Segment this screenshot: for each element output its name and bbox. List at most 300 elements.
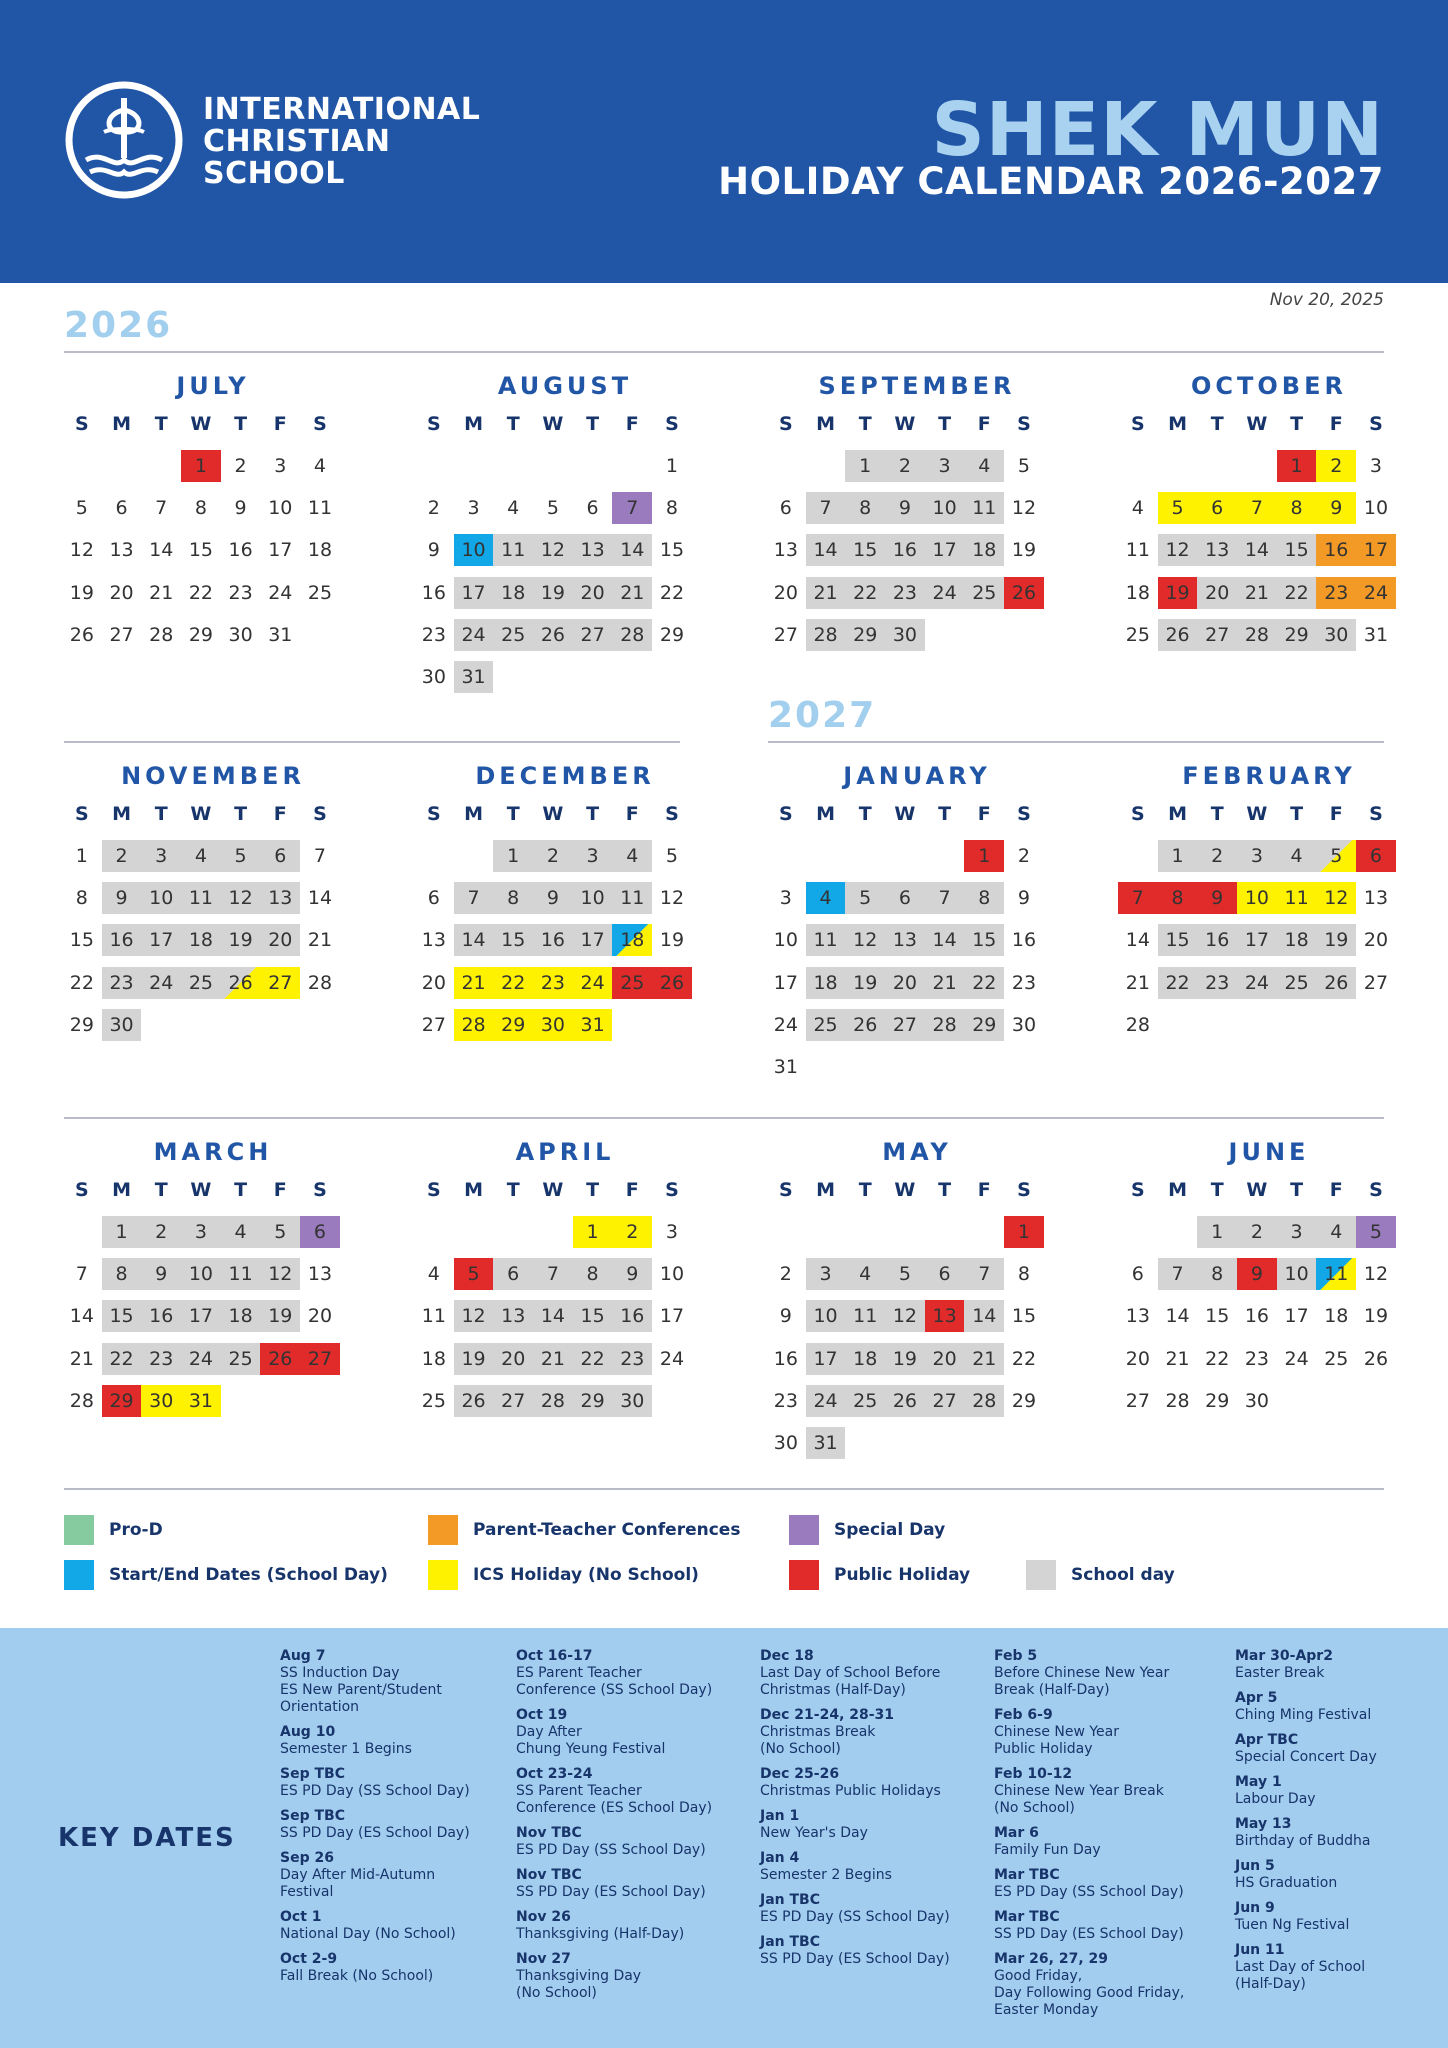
week-row	[1118, 877, 1430, 919]
day-cell: 15	[1277, 534, 1317, 566]
day-cell: 28	[1165, 1389, 1190, 1412]
day-cell: 19	[1316, 924, 1356, 956]
day-cell: 14	[307, 887, 333, 910]
key-date-entry	[280, 1850, 505, 1901]
day-cell: 16	[1011, 929, 1037, 952]
day-cell: 17	[573, 924, 613, 956]
weekday-label: T	[1290, 1179, 1304, 1201]
day-cell: 29	[659, 623, 685, 646]
day-cell: 13	[1363, 887, 1389, 910]
month-title: AUGUST	[497, 372, 633, 400]
month-october	[1118, 369, 1430, 656]
key-date-entry	[280, 1909, 505, 1943]
key-dates-column	[280, 1648, 505, 1993]
weekday-label: S	[1017, 803, 1031, 825]
day-cell: 27	[773, 623, 798, 646]
key-date-entry	[1235, 1690, 1448, 1724]
day-cell: 15	[102, 1300, 142, 1332]
day-cell: 16	[1244, 1305, 1269, 1328]
empty-day	[845, 1051, 885, 1083]
week-row	[766, 445, 1078, 487]
day-cell: 21	[806, 577, 846, 609]
day-cell: 25	[221, 1343, 261, 1375]
legend-label: Special Day	[834, 1520, 946, 1540]
day-cell: 2	[1017, 845, 1031, 868]
empty-day	[964, 1216, 1004, 1248]
day-cell: 20	[109, 581, 134, 604]
day-cell: 2	[102, 840, 142, 872]
weekday-label: S	[1017, 1179, 1031, 1201]
key-date: Mar TBC	[994, 1867, 1060, 1883]
day-cell: 19	[1158, 577, 1198, 609]
key-date-description: Last Day of School	[1235, 1959, 1366, 1975]
day-cell: 15	[1158, 924, 1198, 956]
key-date: Jan 1	[760, 1808, 800, 1824]
week-row	[1118, 1211, 1430, 1253]
weekday-label: S	[1369, 413, 1383, 435]
weekday-label: F	[625, 1179, 639, 1201]
key-date-entry	[280, 1648, 505, 1716]
day-cell: 18	[307, 539, 333, 562]
key-dates-panel	[0, 1628, 1448, 2048]
day-cell: 17	[1284, 1305, 1309, 1328]
day-cell: 19	[260, 1300, 300, 1332]
day-cell: 2	[533, 840, 573, 872]
week-row	[766, 919, 1078, 961]
week-row	[1118, 1004, 1430, 1046]
day-cell: 31	[773, 1056, 798, 1079]
day-cell: 26	[221, 967, 261, 999]
month-title: APRIL	[515, 1138, 615, 1166]
day-cell: 19	[1363, 1305, 1389, 1328]
day-cell: 5	[845, 882, 885, 914]
empty-day	[62, 1216, 102, 1248]
week-row	[62, 962, 374, 1004]
week-row	[62, 1211, 374, 1253]
day-cell: 3	[181, 1216, 221, 1248]
empty-day	[1004, 1427, 1044, 1459]
weekday-header	[1118, 403, 1430, 445]
weekday-label: T	[234, 413, 248, 435]
key-date: Oct 16-17	[516, 1648, 593, 1664]
day-cell: 5	[546, 497, 559, 520]
empty-day	[1277, 1009, 1317, 1041]
day-cell: 14	[612, 534, 652, 566]
empty-day	[845, 1216, 885, 1248]
weekday-label: W	[1246, 1179, 1268, 1201]
key-date: Feb 6-9	[994, 1707, 1053, 1723]
key-date: Apr TBC	[1235, 1732, 1299, 1748]
day-cell: 6	[1131, 1263, 1144, 1286]
day-cell: 3	[779, 887, 792, 910]
weekday-label: S	[665, 413, 679, 435]
empty-day	[493, 661, 533, 693]
day-cell: 9	[533, 882, 573, 914]
day-cell: 24	[659, 1347, 685, 1370]
week-row	[1118, 487, 1430, 529]
weekday-label: S	[1131, 413, 1145, 435]
day-cell: 9	[234, 497, 247, 520]
empty-day	[1118, 1216, 1158, 1248]
weekday-label: S	[427, 803, 441, 825]
day-cell: 12	[69, 539, 94, 562]
key-date-entry	[1235, 1774, 1448, 1808]
key-date-entry	[1235, 1900, 1448, 1934]
day-cell: 12	[1158, 534, 1198, 566]
day-cell: 9	[885, 492, 925, 524]
month-april	[414, 1135, 726, 1422]
week-row	[62, 835, 374, 877]
empty-day	[1277, 1385, 1317, 1417]
day-cell: 28	[307, 971, 333, 994]
week-row	[766, 1338, 1078, 1380]
weekday-header	[414, 403, 726, 445]
day-cell: 17	[268, 539, 293, 562]
weekday-label: M	[1168, 413, 1187, 435]
day-cell: 13	[1197, 534, 1237, 566]
day-cell: 2	[885, 450, 925, 482]
month-august	[414, 369, 726, 698]
day-cell: 10	[268, 497, 293, 520]
empty-day	[1237, 450, 1277, 482]
week-row	[62, 877, 374, 919]
empty-day	[533, 450, 573, 482]
day-cell: 9	[427, 539, 440, 562]
day-cell: 1	[1197, 1216, 1237, 1248]
day-cell: 23	[885, 577, 925, 609]
month-title: OCTOBER	[1191, 372, 1347, 400]
key-dates-column	[760, 1648, 985, 1976]
week-row	[414, 1211, 726, 1253]
day-cell: 23	[1011, 971, 1037, 994]
empty-day	[1158, 450, 1198, 482]
day-cell: 1	[75, 845, 88, 868]
empty-day	[766, 840, 806, 872]
day-cell: 27	[885, 1009, 925, 1041]
day-cell: 16	[421, 581, 446, 604]
key-date-description: HS Graduation	[1235, 1875, 1338, 1891]
week-row	[414, 1295, 726, 1337]
weekday-label: S	[75, 413, 89, 435]
legend-swatch	[428, 1515, 458, 1545]
day-cell: 31	[181, 1385, 221, 1417]
key-date-description: Semester 2 Begins	[760, 1867, 892, 1883]
day-cell: 15	[188, 539, 213, 562]
day-cell: 28	[612, 619, 652, 651]
day-cell: 12	[221, 882, 261, 914]
key-date-description: Festival	[280, 1884, 334, 1900]
weekday-label: T	[858, 413, 872, 435]
day-cell: 14	[454, 924, 494, 956]
day-cell: 28	[149, 623, 174, 646]
weekday-label: T	[506, 1179, 520, 1201]
key-date-description: Family Fun Day	[994, 1842, 1101, 1858]
day-cell: 23	[1197, 967, 1237, 999]
weekday-label: T	[154, 1179, 168, 1201]
day-cell: 2	[141, 1216, 181, 1248]
weekday-header	[62, 1169, 374, 1211]
key-date-description: Orientation	[280, 1699, 360, 1715]
key-date-entry	[280, 1808, 505, 1842]
day-cell: 18	[221, 1300, 261, 1332]
day-cell: 12	[659, 887, 685, 910]
key-date-description: Birthday of Buddha	[1235, 1833, 1371, 1849]
week-row	[766, 529, 1078, 571]
legend-label: Start/End Dates (School Day)	[109, 1565, 388, 1585]
empty-day	[652, 1009, 692, 1041]
empty-day	[925, 1216, 965, 1248]
day-cell: 1	[1158, 840, 1198, 872]
day-cell: 26	[845, 1009, 885, 1041]
month-title: FEBRUARY	[1182, 762, 1356, 790]
day-cell: 19	[454, 1343, 494, 1375]
month-december	[414, 759, 726, 1046]
key-date-description: Thanksgiving (Half-Day)	[516, 1926, 685, 1942]
day-cell: 16	[612, 1300, 652, 1332]
empty-day	[1316, 1009, 1356, 1041]
weekday-label: S	[1131, 1179, 1145, 1201]
key-date: Sep TBC	[280, 1808, 345, 1824]
day-cell: 9	[1197, 882, 1237, 914]
calendar-title: HOLIDAY CALENDAR 2026-2027	[718, 160, 1384, 203]
day-cell: 27	[1125, 1389, 1150, 1412]
day-cell: 19	[1011, 539, 1037, 562]
day-cell: 5	[1017, 455, 1031, 478]
week-row	[62, 1338, 374, 1380]
empty-day	[414, 450, 454, 482]
day-cell: 11	[221, 1258, 261, 1290]
empty-day	[806, 1051, 846, 1083]
legend-swatch	[64, 1515, 94, 1545]
key-date: Nov 26	[516, 1909, 571, 1925]
day-cell: 10	[141, 882, 181, 914]
day-cell: 27	[421, 1013, 446, 1036]
month-july	[62, 369, 374, 656]
day-cell: 18	[806, 967, 846, 999]
day-cell: 1	[1004, 1216, 1044, 1248]
key-date: Sep 26	[280, 1850, 334, 1866]
day-cell: 13	[925, 1300, 965, 1332]
key-dates-title: KEY DATES	[58, 1823, 236, 1853]
day-cell: 3	[467, 497, 480, 520]
day-cell: 17	[1237, 924, 1277, 956]
weekday-label: T	[1210, 413, 1224, 435]
day-cell: 17	[141, 924, 181, 956]
key-date-description: Conference (ES School Day)	[516, 1800, 713, 1816]
key-date-description: Christmas Break	[760, 1724, 876, 1740]
day-cell: 15	[493, 924, 533, 956]
day-cell: 28	[1125, 1013, 1150, 1036]
key-date-description: Break (Half-Day)	[994, 1682, 1110, 1698]
key-date-entry	[994, 1766, 1219, 1817]
key-date-entry	[994, 1867, 1219, 1901]
key-date-description: Christmas (Half-Day)	[760, 1682, 906, 1698]
empty-day	[925, 619, 965, 651]
key-date-description: ES PD Day (SS School Day)	[994, 1884, 1184, 1900]
day-cell: 24	[454, 619, 494, 651]
day-cell: 17	[806, 1343, 846, 1375]
empty-day	[260, 1385, 300, 1417]
day-cell: 18	[1125, 581, 1150, 604]
legend-item-ptc	[428, 1515, 740, 1545]
empty-day	[612, 450, 652, 482]
empty-day	[1004, 1051, 1044, 1083]
weekday-label: S	[313, 803, 327, 825]
day-cell: 15	[1205, 1305, 1230, 1328]
weekday-label: M	[112, 803, 131, 825]
week-row	[62, 919, 374, 961]
weekday-label: T	[1210, 1179, 1224, 1201]
weekday-label: T	[858, 803, 872, 825]
day-cell: 30	[533, 1009, 573, 1041]
weekday-label: T	[506, 413, 520, 435]
day-cell: 28	[964, 1385, 1004, 1417]
day-cell: 25	[493, 619, 533, 651]
weekday-label: T	[234, 1179, 248, 1201]
empty-day	[300, 1009, 340, 1041]
key-date-entry	[994, 1648, 1219, 1699]
weekday-label: F	[1329, 1179, 1343, 1201]
empty-day	[1118, 450, 1158, 482]
day-cell: 4	[1131, 497, 1144, 520]
day-cell: 16	[885, 534, 925, 566]
day-cell: 2	[779, 1263, 792, 1286]
day-cell: 5	[454, 1258, 494, 1290]
key-date-description: (Half-Day)	[1235, 1976, 1306, 1992]
day-cell: 8	[845, 492, 885, 524]
day-cell: 20	[773, 581, 798, 604]
day-cell: 7	[1237, 492, 1277, 524]
day-cell: 28	[454, 1009, 494, 1041]
day-cell: 29	[573, 1385, 613, 1417]
day-cell: 11	[181, 882, 221, 914]
empty-day	[612, 1009, 652, 1041]
divider	[64, 351, 1384, 353]
day-cell: 23	[773, 1389, 798, 1412]
empty-day	[845, 1427, 885, 1459]
day-cell: 7	[1158, 1258, 1198, 1290]
day-cell: 19	[845, 967, 885, 999]
day-cell: 2	[234, 455, 247, 478]
day-cell: 23	[102, 967, 142, 999]
day-cell: 28	[533, 1385, 573, 1417]
key-date-description: Easter Monday	[994, 2002, 1099, 2018]
day-cell: 6	[925, 1258, 965, 1290]
key-date-description: Christmas Public Holidays	[760, 1783, 941, 1799]
legend-label: Public Holiday	[834, 1565, 971, 1585]
weekday-label: M	[112, 413, 131, 435]
empty-day	[102, 450, 142, 482]
key-date: Jun 5	[1235, 1858, 1275, 1874]
day-cell: 21	[454, 967, 494, 999]
day-cell: 21	[1165, 1347, 1190, 1370]
day-cell: 12	[845, 924, 885, 956]
day-cell: 26	[533, 619, 573, 651]
day-cell: 10	[925, 492, 965, 524]
day-cell: 1	[845, 450, 885, 482]
day-cell: 14	[69, 1305, 94, 1328]
day-cell: 30	[1244, 1389, 1269, 1412]
day-cell: 5	[1158, 492, 1198, 524]
key-date: Jan 4	[760, 1850, 800, 1866]
key-date: Feb 10-12	[994, 1766, 1073, 1782]
key-date: Dec 25-26	[760, 1766, 840, 1782]
key-date-entry	[994, 1951, 1219, 2019]
key-date: Jan TBC	[760, 1892, 820, 1908]
school-name	[203, 94, 480, 190]
day-cell: 25	[1125, 623, 1150, 646]
day-cell: 24	[806, 1385, 846, 1417]
header-banner	[0, 0, 1448, 283]
day-cell: 8	[75, 887, 88, 910]
empty-day	[925, 1427, 965, 1459]
week-row	[414, 877, 726, 919]
day-cell: 25	[1324, 1347, 1349, 1370]
weekday-header	[62, 403, 374, 445]
day-cell: 24	[773, 1013, 798, 1036]
empty-day	[1158, 1216, 1198, 1248]
key-date-description: (No School)	[516, 1985, 597, 2001]
empty-day	[964, 1427, 1004, 1459]
day-cell: 31	[806, 1427, 846, 1459]
campus-name: SHEK MUN	[931, 87, 1384, 173]
day-cell: 13	[885, 924, 925, 956]
empty-day	[964, 1051, 1004, 1083]
weekday-label: M	[464, 1179, 483, 1201]
key-date-description: ES PD Day (SS School Day)	[760, 1909, 950, 1925]
day-cell: 3	[1237, 840, 1277, 872]
day-cell: 5	[260, 1216, 300, 1248]
key-date-description: Last Day of School Before	[760, 1665, 941, 1681]
week-row	[414, 572, 726, 614]
key-date-entry	[516, 1867, 741, 1901]
day-cell: 17	[925, 534, 965, 566]
empty-day	[612, 661, 652, 693]
key-date-description: Tuen Ng Festival	[1235, 1917, 1350, 1933]
key-date-entry	[994, 1909, 1219, 1943]
empty-day	[1197, 450, 1237, 482]
key-date-entry	[1235, 1732, 1448, 1766]
day-cell: 27	[493, 1385, 533, 1417]
divider	[64, 1488, 1384, 1490]
weekday-label: F	[977, 413, 991, 435]
week-row	[414, 487, 726, 529]
key-date: Feb 5	[994, 1648, 1038, 1664]
key-date: Aug 10	[280, 1724, 336, 1740]
day-cell: 11	[1125, 539, 1150, 562]
day-cell: 2	[612, 1216, 652, 1248]
day-cell: 29	[493, 1009, 533, 1041]
week-row	[1118, 1295, 1430, 1337]
key-date: Dec 18	[760, 1648, 814, 1664]
week-row	[414, 919, 726, 961]
day-cell: 23	[1316, 577, 1356, 609]
school-name-line-1: INTERNATIONAL	[203, 92, 481, 127]
key-date-description: Thanksgiving Day	[516, 1968, 642, 1984]
day-cell: 25	[421, 1389, 446, 1412]
day-cell: 14	[806, 534, 846, 566]
weekday-header	[766, 1169, 1078, 1211]
day-cell: 10	[806, 1300, 846, 1332]
weekday-label: F	[1329, 413, 1343, 435]
day-cell: 27	[300, 1343, 340, 1375]
key-date: Oct 2-9	[280, 1951, 338, 1967]
empty-day	[806, 840, 846, 872]
key-date-entry	[994, 1707, 1219, 1758]
day-cell: 30	[102, 1009, 142, 1041]
week-row	[62, 529, 374, 571]
legend-item-ics	[428, 1560, 699, 1590]
